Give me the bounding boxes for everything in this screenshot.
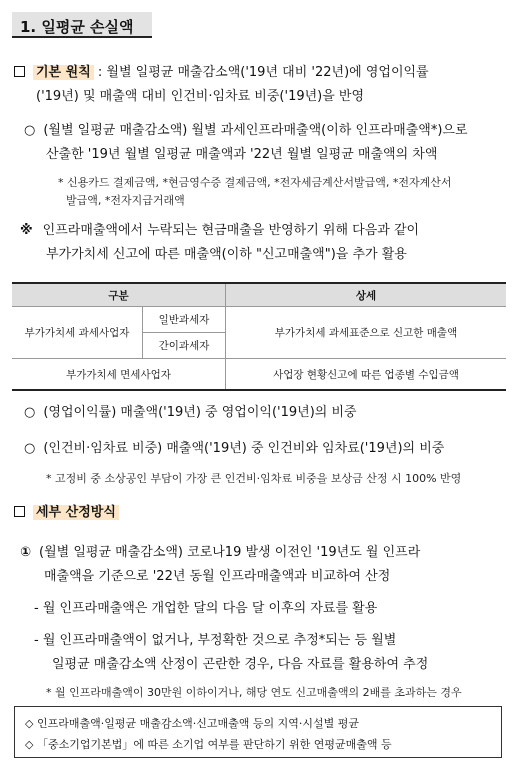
detail-head-line	[14, 504, 119, 522]
section-title-box	[12, 12, 152, 38]
step1-text1: (월별 일평균 매출감소액) 코로나19 발생 이전인 '19년도 월 인프라	[39, 545, 421, 560]
step1-dash1: - 월 인프라매출액은 개업한 달의 다음 달 이후의 자료를 활용	[34, 601, 378, 616]
reference-box-line2: ◇ 「중소기업기본법」에 따른 소기업 여부를 판단하기 위한 연평균매출액 등	[25, 738, 392, 751]
item2-line	[24, 404, 357, 422]
item2-text: (영업이익률) 매출액('19년) 중 영업이익('19년)의 비중	[43, 405, 357, 420]
item3-line	[24, 440, 444, 458]
step1-dash2a: - 월 인프라매출액이 없거나, 부정확한 것으로 추정*되는 등 월별	[34, 633, 397, 648]
reference-box	[14, 706, 502, 758]
table-cell-exempt: 부가가치세 면세사업자	[12, 359, 226, 391]
table-row	[12, 359, 506, 391]
table-header-detail: 상세	[226, 283, 507, 307]
step1-dash2b: 일평균 매출감소액 산정이 곤란한 경우, 다음 자료를 활용하여 추정	[52, 657, 429, 672]
basic-principle-line1: 기본 원칙 : 월별 일평균 매출감소액('19년 대비 '22년)에 영업이익률	[14, 64, 429, 82]
bullet-circle-icon: ○	[24, 123, 36, 138]
table-header-row	[12, 283, 506, 307]
basic-principle-head: 기본 원칙	[33, 65, 94, 80]
remark-line1	[20, 222, 419, 240]
step1-note: * 월 인프라매출액이 30만원 이하이거나, 해당 연도 신고매출액의 2배를 초과하는 경우	[46, 686, 462, 699]
table-row	[12, 307, 506, 333]
step1-line2: 매출액을 기준으로 '22년 동월 인프라매출액과 비교하여 산정	[44, 569, 391, 584]
item1-line1	[24, 122, 468, 140]
remark-symbol: ※	[20, 223, 33, 238]
sales-source-table	[12, 282, 506, 391]
item1-note1: * 신용카드 결제금액, *현금영수증 결제금액, *전자세금계산서발급액, *전자계산서	[58, 176, 452, 189]
section-title: 1. 일평균 손실액	[20, 18, 134, 36]
step1-line1	[20, 544, 420, 562]
item1-text1: (월별 일평균 매출감소액) 월별 과세인프라매출액(이하 인프라매출액*)으로	[43, 123, 468, 138]
table-cell-general: 일반과세자	[143, 307, 226, 333]
item1-note2: 발급액, *전자지급거래액	[66, 194, 185, 207]
checkbox-square-icon	[14, 506, 25, 517]
item1-line2: 산출한 '19년 월별 일평균 매출액과 '22년 월별 일평균 매출액의 차액	[46, 147, 438, 162]
table-cell-vat-business: 부가가치세 과세사업자	[12, 307, 143, 359]
table-cell-simplified: 간이과세자	[143, 333, 226, 359]
detail-head: 세부 산정방식	[33, 505, 119, 520]
basic-principle-line2: ('19년) 및 매출액 대비 인건비·임차료 비중('19년)을 반영	[36, 89, 365, 104]
bullet-circle-icon: ○	[24, 441, 36, 456]
reference-box-line1: ◇ 인프라매출액·일평균 매출감소액·신고매출액 등의 지역·시설별 평균	[25, 717, 359, 730]
item3-note: * 고정비 중 소상공인 부담이 가장 큰 인건비·임차료 비중을 보상금 산정 시 100% 반영	[46, 472, 462, 485]
bullet-circle-icon: ○	[24, 405, 36, 420]
table-header-category: 구분	[12, 283, 226, 307]
table-cell-detail1: 부가가치세 과세표준으로 신고한 매출액	[226, 307, 507, 359]
basic-principle-text1: 월별 일평균 매출감소액('19년 대비 '22년)에 영업이익률	[106, 65, 429, 80]
checkbox-square-icon	[14, 66, 25, 77]
remark-text1: 인프라매출액에서 누락되는 현금매출을 반영하기 위해 다음과 같이	[42, 223, 420, 238]
step1-number: ①	[20, 545, 32, 560]
table-cell-detail2: 사업장 현황신고에 따른 업종별 수입금액	[226, 359, 507, 391]
remark-line2: 부가가치세 신고에 따른 매출액(이하 "신고매출액")을 추가 활용	[46, 247, 407, 262]
item3-text: (인건비·임차료 비중) 매출액('19년) 중 인건비와 임차료('19년)의 비중	[43, 441, 445, 456]
